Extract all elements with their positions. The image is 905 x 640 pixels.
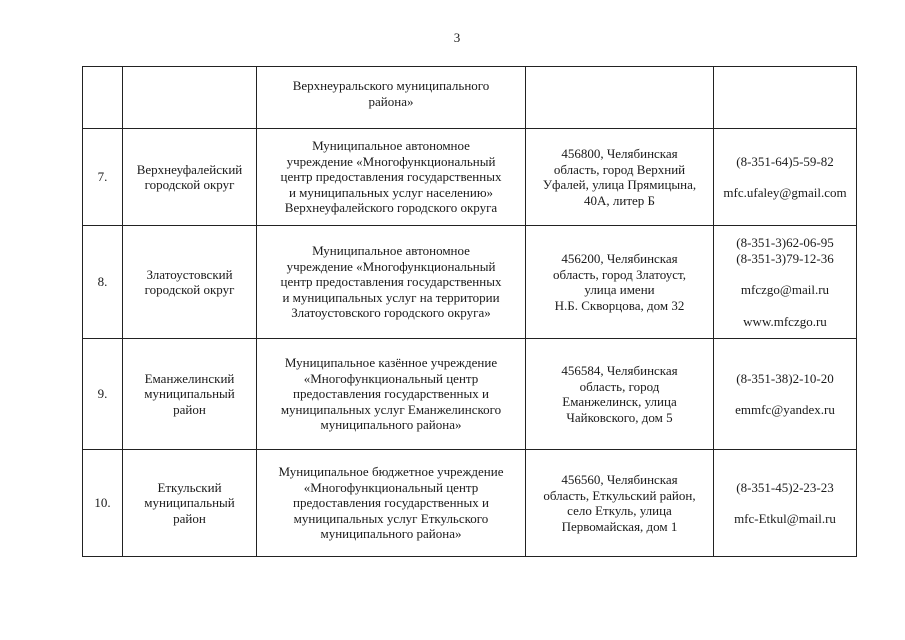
organization-line: муниципального района»: [320, 417, 462, 433]
table-row: [83, 129, 857, 226]
organization-cell: [257, 67, 526, 129]
organization-line: Муниципальное автономное: [312, 138, 470, 154]
district-line: городской округ: [144, 177, 235, 192]
organization-cell: [257, 129, 526, 226]
organization-line: муниципальных услуг Еманжелинского: [280, 401, 502, 417]
address-line: Еманжелинск, улица: [562, 394, 677, 409]
organization-line: Верхнеуральского муниципального: [292, 78, 490, 93]
organization-cell: [257, 450, 526, 557]
district-line: Еткульский: [157, 479, 222, 495]
table-row: [83, 450, 857, 557]
row-number-cell: 9.: [83, 339, 123, 450]
address-line: Уфалей, улица Прямицына,: [542, 177, 697, 192]
address-line: область, Еткульский район,: [543, 487, 696, 503]
address-line: 40А, литер Б: [584, 192, 655, 208]
organization-cell: [257, 339, 526, 450]
email-link[interactable]: mfc.ufaley@gmail.com: [723, 185, 847, 200]
district-cell: [123, 129, 257, 226]
address-line: область, город Златоуст,: [553, 266, 686, 282]
district-line: Златоустовский: [146, 266, 233, 282]
address-line: село Еткуль, улица: [567, 503, 672, 518]
district-cell: [123, 450, 257, 557]
address-line: область, город Верхний: [553, 161, 686, 177]
email-link[interactable]: mfc-Etkul@mail.ru: [734, 511, 836, 526]
email-link[interactable]: emmfc@yandex.ru: [735, 402, 835, 417]
phone-number: (8-351-38)2-10-20: [736, 370, 834, 386]
table-row: [83, 339, 857, 450]
row-number-cell: 8.: [83, 226, 123, 339]
district-line: муниципальный: [144, 386, 235, 402]
address-cell: [526, 226, 714, 339]
contacts-cell: [714, 67, 857, 129]
district-line: Верхнеуфалейский: [136, 161, 243, 177]
row-number-cell: [83, 67, 123, 129]
district-line: район: [173, 401, 206, 417]
row-number-cell: 7.: [83, 129, 123, 226]
organization-line: предоставления государственных и: [293, 495, 489, 511]
organization-line: центр предоставления государственных: [280, 274, 502, 290]
address-cell: [526, 339, 714, 450]
phone-number: (8-351-3)79-12-36: [736, 250, 834, 266]
address-cell: [526, 129, 714, 226]
district-line: муниципальный: [144, 495, 235, 511]
contacts-cell: [714, 226, 857, 339]
mfc-registry-table: [82, 66, 857, 557]
address-cell: [526, 450, 714, 557]
organization-line: учреждение «Многофункциональный: [286, 153, 496, 169]
address-cell: [526, 67, 714, 129]
table-row: [83, 67, 857, 129]
address-line: 456584, Челябинская: [561, 363, 678, 378]
district-line: Еманжелинский: [144, 370, 235, 386]
organization-line: предоставления государственных и: [293, 386, 489, 402]
organization-line: Муниципальное автономное: [312, 243, 470, 259]
organization-line: муниципальных услуг Еткульского: [293, 510, 489, 526]
address-line: Первомайская, дом 1: [561, 518, 678, 534]
address-line: 456560, Челябинская: [561, 472, 678, 487]
district-cell: [123, 226, 257, 339]
contacts-cell: [714, 129, 857, 226]
organization-line: Муниципальное бюджетное учреждение: [278, 464, 504, 480]
organization-line: учреждение «Многофункциональный: [286, 258, 496, 274]
district-line: район: [173, 510, 206, 526]
organization-line: района»: [368, 93, 414, 109]
email-link[interactable]: mfczgo@mail.ru: [740, 282, 830, 297]
organization-line: центр предоставления государственных: [280, 169, 502, 185]
organization-cell: [257, 226, 526, 339]
phone-number: (8-351-3)62-06-95: [736, 235, 834, 250]
website-link[interactable]: www.mfczgo.ru: [743, 313, 827, 329]
address-line: 456200, Челябинская: [561, 251, 678, 266]
table-row: [83, 226, 857, 339]
organization-line: Златоустовского городского округа»: [291, 305, 491, 321]
organization-line: «Многофункциональный центр: [303, 370, 479, 386]
district-cell: [123, 339, 257, 450]
row-number-cell: 10.: [83, 450, 123, 557]
contacts-cell: [714, 450, 857, 557]
organization-line: муниципального района»: [320, 526, 462, 542]
address-line: область, город: [579, 378, 660, 394]
page-number: 3: [453, 30, 461, 45]
contacts-cell: [714, 339, 857, 450]
district-cell: [123, 67, 257, 129]
organization-line: Муниципальное казённое учреждение: [284, 355, 498, 371]
district-line: городской округ: [144, 282, 235, 297]
address-line: улица имени: [584, 282, 655, 297]
address-line: 456800, Челябинская: [561, 146, 678, 161]
address-line: Чайковского, дом 5: [566, 409, 673, 425]
organization-line: Верхнеуфалейского городского округа: [284, 200, 498, 216]
address-line: Н.Б. Скворцова, дом 32: [554, 297, 685, 313]
organization-line: и муниципальных услуг населению»: [288, 184, 494, 200]
phone-number: (8-351-45)2-23-23: [736, 479, 834, 495]
phone-number: (8-351-64)5-59-82: [736, 153, 834, 169]
organization-line: и муниципальных услуг на территории: [282, 289, 500, 305]
organization-line: «Многофункциональный центр: [303, 479, 479, 495]
